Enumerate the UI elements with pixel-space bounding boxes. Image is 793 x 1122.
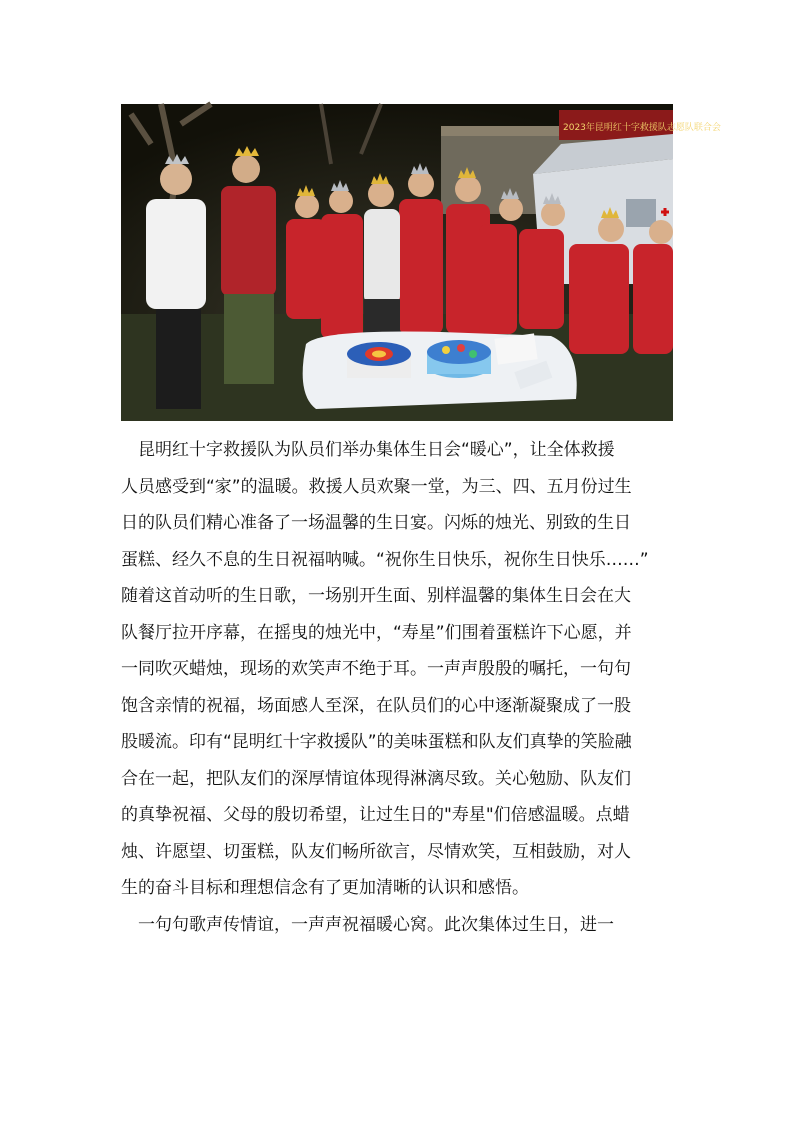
paragraph-2: [121, 907, 677, 944]
text-line: 烛、许愿望、切蛋糕，队友们畅所欲言，尽情欢笑，互相鼓励，对人: [121, 841, 631, 862]
text-line: 一同吹灭蜡烛，现场的欢笑声不绝于耳。一声声殷殷的嘱托，一句句: [121, 659, 631, 679]
text-line: 队餐厅拉开序幕，在摇曳的烛光中，“寿星”们围着蛋糕许下心愿，并: [121, 622, 632, 643]
text-line: 随着这首动听的生日歌，一场别开生面、别样温馨的集体生日会在大: [121, 586, 631, 606]
paragraph-1: [121, 432, 677, 907]
text-line: 股暖流。印有“昆明红十字救援队”的美味蛋糕和队友们真挚的笑脸融: [121, 732, 632, 752]
text-line: 的真挚祝福、父母的殷切希望，让过生日的"寿星"们倍感温暖。点蜡: [121, 805, 630, 825]
text-line: 蛋糕、经久不息的生日祝福呐喊。“祝你生日快乐，祝你生日快乐……”: [121, 549, 649, 570]
birthday-cake-icon: [427, 340, 491, 378]
text-line: 人员感受到“家”的温暖。救援人员欢聚一堂，为三、四、五月份过生: [121, 476, 632, 497]
text-line: 一句句歌声传情谊，一声声祝福暖心窝。此次集体过生日，进一: [121, 914, 614, 935]
article-body: [121, 432, 677, 943]
banner-text: 2023年昆明红十字救援队志愿队联合会: [563, 123, 721, 133]
text-line: 合在一起，把队友们的深厚情谊体现得淋漓尽致。关心勉励、队友们: [121, 768, 631, 789]
photo-illustration: [121, 104, 721, 421]
text-line: 昆明红十字救援队为队员们举办集体生日会“暖心”，让全体救援: [121, 440, 615, 460]
text-line: 饱含亲情的祝福，场面感人至深，在队员们的心中逐渐凝聚成了一股: [121, 695, 631, 716]
group-photo: [121, 104, 721, 421]
text-line: 生的奋斗目标和理想信念有了更加清晰的认识和感悟。: [121, 878, 529, 898]
birthday-cake-icon: [347, 342, 411, 378]
text-line: 日的队员们精心准备了一场温馨的生日宴。闪烁的烛光、别致的生日: [121, 513, 631, 533]
